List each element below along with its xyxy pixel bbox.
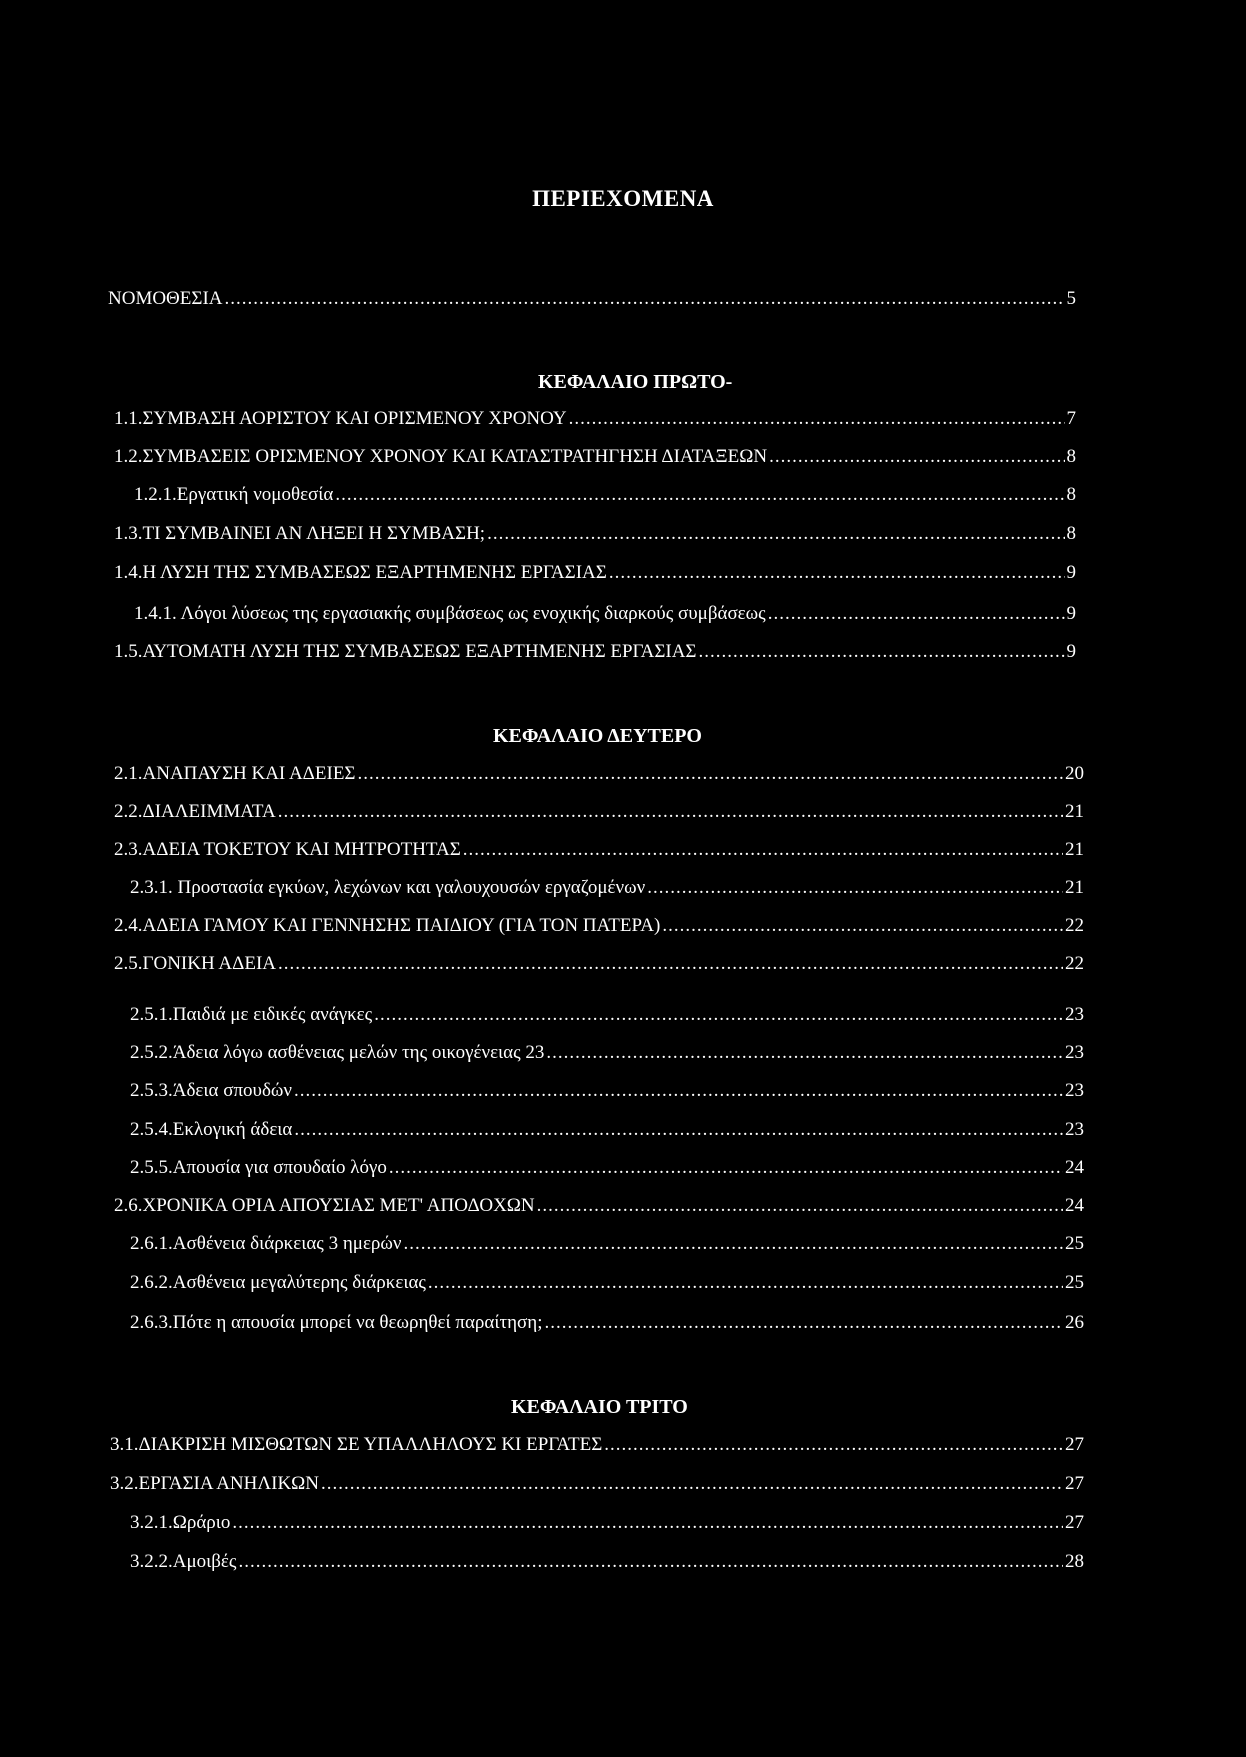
toc-dot-leader	[537, 1195, 1063, 1217]
chapter-heading-one: ΚΕΦΑΛΑΙΟ ΠΡΩΤΟ-	[538, 371, 733, 393]
toc-entry-label: 2.5.5.Απουσία για σπουδαίο λόγο	[130, 1157, 387, 1178]
toc-entry-page: 23	[1065, 1080, 1084, 1101]
toc-dot-leader	[769, 446, 1064, 468]
toc-entry-page: 25	[1065, 1272, 1084, 1293]
toc-entry-label: 2.6.2.Ασθένεια μεγαλύτερης διάρκειας	[130, 1272, 426, 1293]
toc-dot-leader	[569, 408, 1065, 430]
toc-entry-label: 1.3.ΤΙ ΣΥΜΒΑΙΝΕΙ ΑΝ ΛΗΞΕΙ Η ΣΥΜΒΑΣΗ;	[114, 523, 486, 544]
toc-dot-leader	[662, 915, 1063, 937]
toc-entry-label: ΝΟΜΟΘΕΣΙΑ	[108, 288, 223, 309]
toc-entry-page: 22	[1065, 915, 1084, 936]
toc-entry[interactable]	[110, 1434, 1084, 1460]
toc-entry-page: 28	[1065, 1551, 1084, 1572]
toc-entry[interactable]	[114, 408, 1076, 434]
toc-entry[interactable]	[130, 1551, 1084, 1577]
toc-entry-page: 23	[1065, 1004, 1084, 1025]
toc-entry-label: 2.3.1. Προστασία εγκύων, λεχώνων και γαλουχουσών εργαζομένων	[130, 877, 646, 898]
toc-entry[interactable]	[114, 763, 1084, 789]
toc-dot-leader	[374, 1004, 1063, 1026]
toc-entry-label: 2.4.ΑΔΕΙΑ ΓΑΜΟΥ ΚΑΙ ΓΕΝΝΗΣΗΣ ΠΑΙΔΙΟΥ (ΓΙΑ ΤΟΝ ΠΑΤΕΡΑ)	[114, 915, 661, 936]
page-title: ΠΕΡΙΕΧΟΜΕΝΑ	[532, 186, 714, 211]
toc-entry[interactable]	[108, 288, 1076, 314]
toc-entry-page: 7	[1066, 408, 1076, 429]
toc-dot-leader	[699, 641, 1065, 663]
toc-entry[interactable]	[130, 1042, 1084, 1068]
toc-dot-leader	[604, 1434, 1063, 1456]
toc-dot-leader	[546, 1042, 1063, 1064]
toc-entry[interactable]	[114, 915, 1084, 941]
chapter-heading-three: ΚΕΦΑΛΑΙΟ ΤΡΙΤΟ	[511, 1396, 688, 1418]
toc-entry-page: 27	[1065, 1434, 1084, 1455]
toc-entry-page: 27	[1065, 1512, 1084, 1533]
toc-dot-leader	[404, 1233, 1063, 1255]
toc-entry-page: 23	[1065, 1119, 1084, 1140]
toc-entry-page: 24	[1065, 1157, 1084, 1178]
toc-entry-page: 8	[1066, 484, 1076, 505]
toc-entry-page: 9	[1066, 603, 1076, 624]
toc-dot-leader	[232, 1512, 1063, 1534]
toc-dot-leader	[487, 523, 1064, 545]
toc-entry-label: 3.2.2.Αμοιβές	[130, 1551, 237, 1572]
toc-entry[interactable]	[130, 1157, 1084, 1183]
toc-entry[interactable]	[134, 484, 1076, 510]
toc-entry[interactable]	[130, 1312, 1084, 1338]
toc-entry-label: 1.4.1. Λόγοι λύσεως της εργασιακής συμβάσεως ως ενοχικής διαρκούς συμβάσεως	[134, 603, 766, 624]
toc-entry-label: 2.5.ΓΟΝΙΚΗ ΑΔΕΙΑ	[114, 953, 276, 974]
toc-dot-leader	[278, 953, 1063, 975]
toc-entry-page: 5	[1066, 288, 1076, 309]
toc-entry-label: 1.2.ΣΥΜΒΑΣΕΙΣ ΟΡΙΣΜΕΝΟΥ ΧΡΟΝΟΥ ΚΑΙ ΚΑΤΑΣΤΡΑΤΗΓΗΣΗ ΔΙΑΤΑΞΕΩΝ	[114, 446, 768, 467]
toc-entry-page: 24	[1065, 1195, 1084, 1216]
toc-entry-label: 2.5.4.Εκλογική άδεια	[130, 1119, 293, 1140]
toc-dot-leader	[294, 1080, 1063, 1102]
toc-dot-leader	[321, 1473, 1063, 1495]
toc-entry-page: 9	[1066, 562, 1076, 583]
toc-entry-label: 2.3.ΑΔΕΙΑ ΤΟΚΕΤΟΥ ΚΑΙ ΜΗΤΡΟΤΗΤΑΣ	[114, 839, 461, 860]
toc-entry[interactable]	[114, 523, 1076, 549]
toc-entry[interactable]	[114, 953, 1084, 979]
toc-entry-label: 2.2.ΔΙΑΛΕΙΜΜΑΤΑ	[114, 801, 276, 822]
toc-entry-page: 9	[1066, 641, 1076, 662]
toc-entry-label: 2.6.ΧΡΟΝΙΚΑ ΟΡΙΑ ΑΠΟΥΣΙΑΣ ΜΕΤ' ΑΠΟΔΟΧΩΝ	[114, 1195, 535, 1216]
toc-entry[interactable]	[110, 1473, 1084, 1499]
toc-entry[interactable]	[114, 1195, 1084, 1221]
toc-dot-leader	[428, 1272, 1063, 1294]
toc-dot-leader	[647, 877, 1063, 899]
toc-entry-label: 1.1.ΣΥΜΒΑΣΗ ΑΟΡΙΣΤΟΥ ΚΑΙ ΟΡΙΣΜΕΝΟΥ ΧΡΟΝΟΥ	[114, 408, 567, 429]
toc-dot-leader	[768, 603, 1065, 625]
toc-dot-leader	[238, 1551, 1063, 1573]
toc-entry-label: 3.2.1.Ωράριο	[130, 1512, 231, 1533]
toc-entry-page: 8	[1066, 523, 1076, 544]
toc-entry[interactable]	[130, 1272, 1084, 1298]
toc-entry-page: 23	[1065, 1042, 1084, 1063]
toc-entry-page: 27	[1065, 1473, 1084, 1494]
toc-entry[interactable]	[130, 1119, 1084, 1145]
toc-entry[interactable]	[114, 641, 1076, 667]
toc-dot-leader	[545, 1312, 1064, 1334]
toc-entry[interactable]	[114, 562, 1076, 588]
toc-dot-leader	[294, 1119, 1063, 1141]
chapter-heading-two: ΚΕΦΑΛΑΙΟ ΔΕΥΤΕΡΟ	[493, 725, 702, 747]
toc-entry-page: 26	[1065, 1312, 1084, 1333]
toc-entry[interactable]	[134, 603, 1076, 629]
toc-entry-label: 1.5.ΑΥΤΟΜΑΤΗ ΛΥΣΗ ΤΗΣ ΣΥΜΒΑΣΕΩΣ ΕΞΑΡΤΗΜΕΝΗΣ ΕΡΓΑΣΙΑΣ	[114, 641, 697, 662]
toc-entry-label: 2.6.1.Ασθένεια διάρκειας 3 ημερών	[130, 1233, 402, 1254]
toc-entry-page: 21	[1065, 839, 1084, 860]
toc-entry-label: 1.2.1.Εργατική νομοθεσία	[134, 484, 334, 505]
toc-entry-page: 20	[1065, 763, 1084, 784]
toc-dot-leader	[225, 288, 1065, 310]
toc-dot-leader	[609, 562, 1065, 584]
toc-entry-label: 3.2.ΕΡΓΑΣΙΑ ΑΝΗΛΙΚΩΝ	[110, 1473, 320, 1494]
toc-entry[interactable]	[114, 446, 1076, 472]
toc-dot-leader	[278, 801, 1063, 823]
toc-entry-page: 21	[1065, 801, 1084, 822]
toc-dot-leader	[463, 839, 1063, 861]
toc-dot-leader	[335, 484, 1064, 506]
toc-entry-label: 2.6.3.Πότε η απουσία μπορεί να θεωρηθεί παραίτηση;	[130, 1312, 543, 1333]
toc-entry-label: 2.5.2.Άδεια λόγω ασθένειας μελών της οικογένειας 23	[130, 1042, 545, 1063]
toc-entry[interactable]	[130, 1512, 1084, 1538]
toc-entry[interactable]	[114, 801, 1084, 827]
toc-entry-page: 21	[1065, 877, 1084, 898]
toc-entry-page: 25	[1065, 1233, 1084, 1254]
toc-entry[interactable]	[130, 1233, 1084, 1259]
toc-entry[interactable]	[130, 877, 1084, 903]
toc-entry-label: 2.5.1.Παιδιά με ειδικές ανάγκες	[130, 1004, 373, 1025]
toc-entry-page: 8	[1066, 446, 1076, 467]
toc-dot-leader	[357, 763, 1063, 785]
toc-entry-label: 2.5.3.Άδεια σπουδών	[130, 1080, 293, 1101]
toc-entry[interactable]	[130, 1080, 1084, 1106]
toc-entry[interactable]	[130, 1004, 1084, 1030]
toc-entry-label: 2.1.ΑΝΑΠΑΥΣΗ ΚΑΙ ΑΔΕΙΕΣ	[114, 763, 356, 784]
toc-entry[interactable]	[114, 839, 1084, 865]
toc-entry-page: 22	[1065, 953, 1084, 974]
toc-entry-label: 3.1.ΔΙΑΚΡΙΣΗ ΜΙΣΘΩΤΩΝ ΣΕ ΥΠΑΛΛΗΛΟΥΣ ΚΙ ΕΡΓΑΤΕΣ	[110, 1434, 603, 1455]
toc-entry-label: 1.4.Η ΛΥΣΗ ΤΗΣ ΣΥΜΒΑΣΕΩΣ ΕΞΑΡΤΗΜΕΝΗΣ ΕΡΓΑΣΙΑΣ	[114, 562, 607, 583]
toc-dot-leader	[389, 1157, 1063, 1179]
